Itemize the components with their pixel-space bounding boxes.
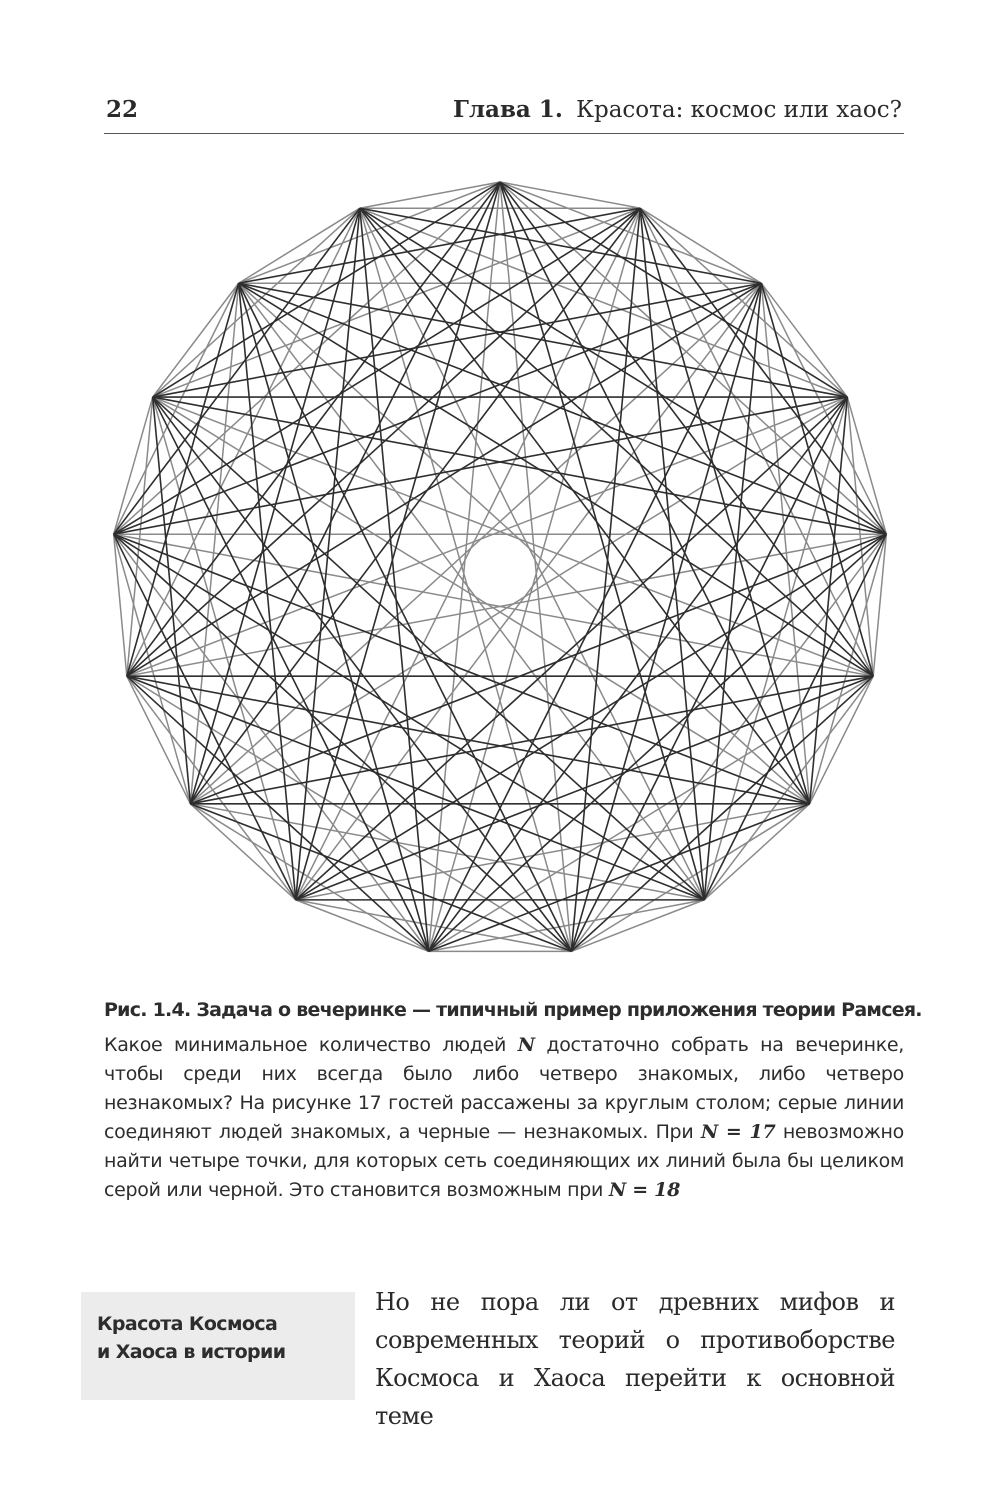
stranger-edge — [114, 534, 810, 804]
acquaintance-edge — [127, 397, 848, 676]
ramsey-graph-figure — [100, 172, 900, 972]
acquaintance-edge — [190, 283, 238, 804]
acquaintance-edge — [640, 208, 873, 676]
stranger-edge — [571, 208, 640, 951]
stranger-edge — [153, 397, 572, 951]
stranger-edge — [429, 534, 887, 951]
acquaintance-edge — [153, 208, 640, 397]
acquaintance-edge — [500, 182, 571, 951]
caption-equation-2: N = 18 — [608, 1179, 681, 1201]
caption-body — [104, 1031, 904, 1205]
acquaintance-edge — [153, 397, 874, 676]
margin-note-line-2: и Хаоса в истории — [97, 1341, 286, 1363]
stranger-edge — [571, 676, 873, 951]
stranger-edge — [360, 208, 810, 804]
stranger-edge — [360, 208, 873, 676]
running-head — [453, 96, 902, 123]
acquaintance-edge — [127, 397, 153, 676]
stranger-edges — [114, 182, 887, 951]
acquaintance-edge — [761, 283, 886, 534]
figure-caption — [104, 996, 922, 1205]
caption-title: Рис. 1.4. Задача о вечеринке — типичный пример приложения теории Рамсея. — [104, 999, 922, 1021]
stranger-edge — [360, 208, 429, 951]
acquaintance-edge — [114, 283, 239, 534]
header-rule — [104, 133, 904, 134]
stranger-edge — [296, 208, 360, 900]
stranger-edge — [190, 534, 886, 804]
stranger-edge — [114, 208, 360, 534]
acquaintance-edge — [360, 208, 847, 397]
body-paragraph: Но не пора ли от древних мифов и современных теорий о противоборстве Космоса и Хаоса перейти к основной теме — [375, 1288, 895, 1430]
acquaintance-edge — [704, 804, 809, 900]
acquaintance-edge — [429, 182, 500, 951]
stranger-edge — [127, 676, 429, 951]
acquaintance-edge — [296, 208, 640, 900]
acquaintance-edge — [640, 208, 847, 397]
stranger-edge — [500, 182, 810, 804]
stranger-edge — [190, 182, 500, 804]
caption-text-1: Какое минимальное количество людей — [104, 1034, 518, 1056]
page-number: 22 — [106, 96, 139, 123]
margin-note — [81, 1292, 355, 1400]
chapter-title: Красота: космос или хаос? — [576, 97, 902, 123]
acquaintance-edges — [114, 182, 887, 951]
acquaintance-edge — [360, 208, 704, 900]
stranger-edge — [127, 208, 640, 676]
chapter-label: Глава 1. — [452, 96, 563, 123]
stranger-edge — [429, 397, 848, 951]
stranger-edge — [239, 283, 572, 951]
stranger-edge — [429, 283, 762, 951]
caption-text-3: невозможно найти четыре точки, для которых сеть соединяющих их линий была бы целиком серой или черной. Это становится возможным при — [104, 1121, 904, 1201]
stranger-edge — [153, 397, 705, 900]
stranger-edge — [114, 534, 572, 951]
margin-note-line-1: Красота Космоса — [97, 1313, 278, 1335]
stranger-edge — [296, 397, 848, 900]
stranger-edge — [640, 208, 886, 534]
stranger-edge — [190, 208, 640, 804]
acquaintance-edge — [153, 208, 360, 397]
acquaintance-edge — [761, 283, 809, 804]
caption-text-2: достаточно собрать на вечеринке, чтобы среди них всегда было либо четверо знакомых, либо четверо незнакомых? На рисунке 17 гостей рассажены за круглым столом; серые линии соединяют людей знакомых, а черные — незнакомых. При — [104, 1034, 904, 1143]
caption-variable-n: N — [517, 1034, 535, 1056]
stranger-edge — [640, 208, 704, 900]
caption-equation-1: N = 17 — [700, 1121, 776, 1143]
acquaintance-edge — [847, 397, 873, 676]
acquaintance-edge — [127, 208, 360, 676]
acquaintance-edge — [190, 804, 295, 900]
